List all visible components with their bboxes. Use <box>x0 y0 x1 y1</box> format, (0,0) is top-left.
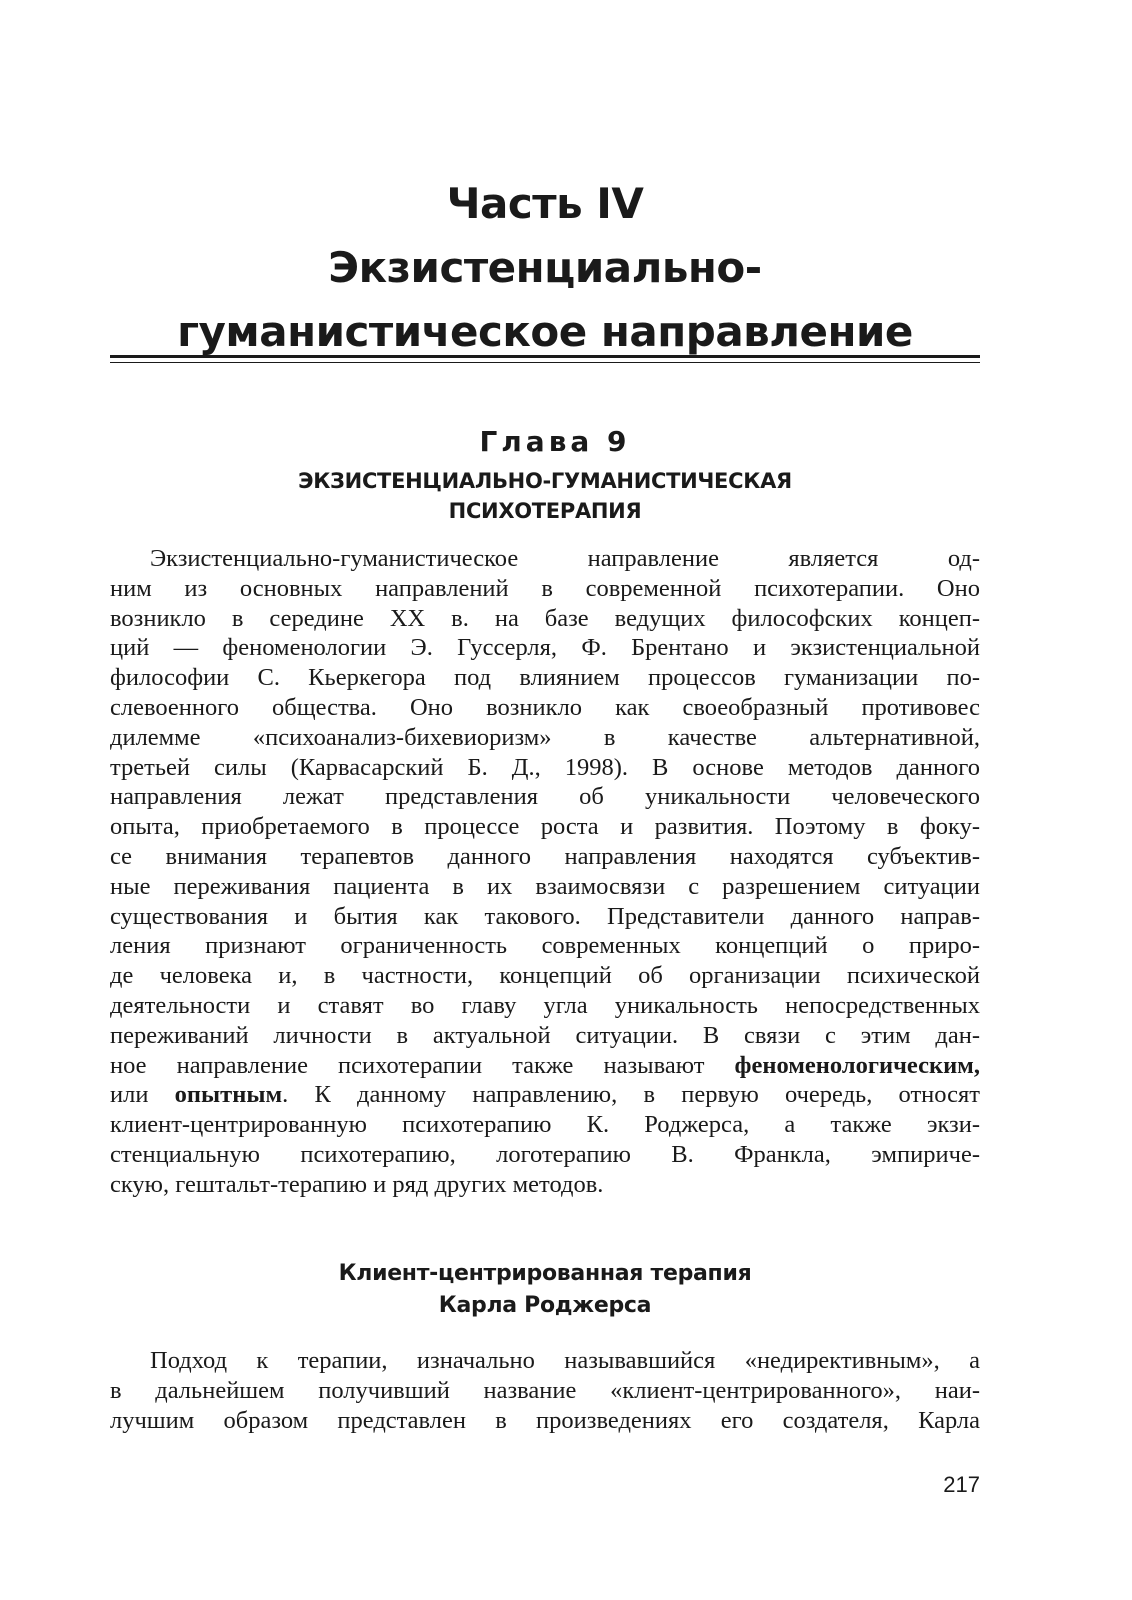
text-line: направления лежат представления об уникальности человеческого <box>110 783 980 811</box>
text-line: ные переживания пациента в их взаимосвязи с разрешением ситуации <box>110 872 980 900</box>
text-line: лучшим образом представлен в произведениях его создателя, Карла <box>110 1406 980 1434</box>
text-segment: или <box>110 1081 175 1109</box>
text-line: скую, гештальт-терапию и ряд других методов. <box>110 1170 604 1198</box>
text-segment: . К данному направлению, в первую очередь, относят <box>282 1081 980 1109</box>
part-title-line: Часть IV <box>446 179 644 228</box>
text-line: стенциальную психотерапию, логотерапию В. Франкла, эмпириче- <box>110 1140 980 1168</box>
text-line: Экзистенциально-гуманистическое направление является од- <box>150 545 980 572</box>
text-line: переживаний личности в актуальной ситуации. В связи с этим дан- <box>110 1021 980 1049</box>
page-number: 217 <box>943 1472 980 1497</box>
text-line: слевоенного общества. Оно возникло как своеобразный противовес <box>110 693 980 721</box>
divider-thick <box>110 355 980 358</box>
text-line: ций — феноменологии Э. Гуссерля, Ф. Брентано и экзистенциальной <box>110 634 980 662</box>
text-line: деятельности и ставят во главу угла уникальность непосредственных <box>110 991 980 1019</box>
section-title-line: Клиент-центрированная терапия <box>338 1261 752 1286</box>
text-line: ления признают ограниченность современных концепций о приро- <box>110 932 980 960</box>
text-line: философии С. Кьеркегора под влиянием процессов гуманизации по- <box>110 664 980 692</box>
text-line: опыта, приобретаемого в процессе роста и развития. Поэтому в фоку- <box>110 813 980 841</box>
text-line: в дальнейшем получивший название «клиент-центрированного», наи- <box>110 1376 980 1404</box>
term-phenomenological: феноменологическим, <box>734 1051 980 1079</box>
text-line: существования и бытия как такового. Представители данного направ- <box>110 902 980 930</box>
text-line: возникло в середине XX в. на базе ведущих философских концеп- <box>110 604 980 632</box>
chapter-title-line: ЭКЗИСТЕНЦИАЛЬНО-ГУМАНИСТИЧЕСКАЯ <box>298 469 792 493</box>
text-line: дилемме «психоанализ-бихевиоризм» в качестве альтернативной, <box>110 723 980 751</box>
text-line: се внимания терапевтов данного направления находятся субъектив- <box>110 842 980 870</box>
term-experiential: опытным <box>174 1081 283 1109</box>
text-line: ним из основных направлений в современной психотерапии. Оно <box>110 574 980 602</box>
text-line: де человека и, в частности, концепций об организации психической <box>110 962 980 990</box>
text-line: Подход к терапии, изначально называвшийся «недирективным», а <box>150 1347 980 1374</box>
text-segment: ное направление психотерапии также называют <box>110 1051 735 1079</box>
section-title-line: Карла Роджерса <box>438 1293 652 1318</box>
divider-thin <box>110 362 980 363</box>
part-title-line: гуманистическое направление <box>177 307 913 356</box>
text-line: третьей силы (Карвасарский Б. Д., 1998). В основе методов данного <box>110 753 980 781</box>
chapter-number: Глава 9 <box>479 425 631 458</box>
part-title-line: Экзистенциально- <box>328 243 762 292</box>
part-title <box>110 172 980 364</box>
section-title <box>110 1258 980 1322</box>
text-line <box>110 1080 980 1110</box>
chapter-title-line: ПСИХОТЕРАПИЯ <box>448 499 642 523</box>
text-line: клиент-центрированную психотерапию К. Роджерса, а также экзи- <box>110 1111 980 1139</box>
chapter-title <box>110 466 980 526</box>
text-line <box>110 1051 980 1081</box>
body-paragraph-1 <box>110 544 980 1200</box>
body-paragraph-2 <box>110 1346 980 1435</box>
